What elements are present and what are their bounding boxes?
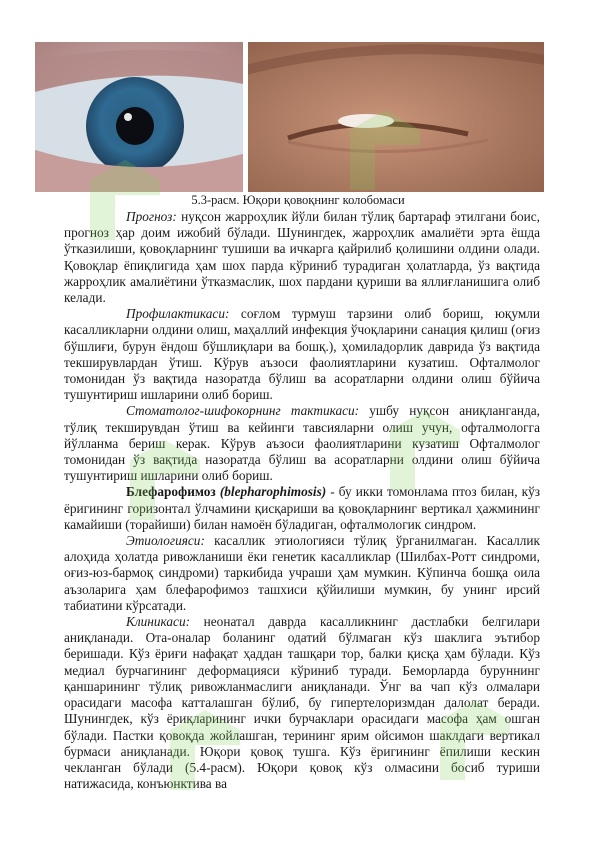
paragraph-etiology bbox=[64, 533, 540, 614]
figure-caption: 5.3-расм. Юқори қовоқнинг колобомаси bbox=[191, 193, 405, 207]
paragraph-lead: Прогноз: bbox=[126, 209, 177, 224]
paragraph-clinic bbox=[64, 614, 540, 792]
paragraph-lead: Этиологияси: bbox=[126, 533, 205, 549]
paragraph-dentist-tactics bbox=[64, 403, 540, 484]
eyelid-coloboma-photo bbox=[248, 42, 544, 192]
paragraph-lead: Стоматолог-шифокорнинг тактикаси: bbox=[126, 403, 360, 419]
paragraph-body: соғлом турмуш тарзини олиб бориш, юқумли касалликларни олдини олиш, маҳаллий инфекция ўчоқларини санация қилиш (оғиз бўшлиғи, бурун ёндош бўшлиқлари ва бошқ.), ҳомиладорлик даврида ўз вақтида текширувлардан ўтиш. Кўрув аъзоси фаолиятларини кузатиш. Офталмолог томонидан ўз вақтида назоратда бўлиш ва асоратларни олдини олиш бўйича тушунтириш ишларини олиб бориш. bbox=[64, 306, 540, 403]
paragraph-body: нуқсон жарроҳлик йўли билан тўлиқ бартараф этилгани боис, прогноз ҳар доим ижобий бўлади. Шунингдек, жарроҳлик амалиёти эрта ёшда ўтказилиши, қовоқларнинг тушиши ва ичкарга қайрилиб қолишини олдини олади. Қовоқлар ёпиқлигида ҳам шох парда кўриниб турадиган ҳолатларда, ўз вақтида жарроҳлик амалиётини ўтказмаслик, шох пардани қуриши ва яллиғланишига олиб келади. bbox=[64, 209, 540, 306]
paragraph-lead: Блефарофимоз bbox=[126, 484, 216, 500]
paragraph-body: ушбу нуқсон аниқланганда, тўлиқ текширувдан ўтиш ва кейинги тавсияларни олиш учун, офталмологга йўлланма бериш керак. Кўрув аъзоси фаолиятларини кузатиш Офталмолог томонидан ўз вақтида назоратда бўлиш ва асоратларни олдини олиш бўйича тушунтириш ишларини олиб бориш. bbox=[64, 403, 540, 484]
paragraph-prevention bbox=[64, 306, 540, 403]
paragraph-lead-latin: (blepharophimosis) bbox=[215, 484, 327, 500]
paragraph-lead: Профилактикаси: bbox=[126, 306, 230, 322]
paragraph-body: неонатал даврда касалликнинг дастлабки белгилари аниқланади. Ота-оналар боланинг одатий бўлмаган кўз шаклига эътибор беришади. Кўз ёриғи нафақат ҳаддан ташқари тор, балки қисқа ҳам бўлади. Кўз медиал бурчагининг деформацияси кўриниб туради. Беморларда буруннинг қаншарининг тўлиқ ривожланмаслиги аниқланади. Ўнг ва чап кўз олмалари орасидаги масофа катталашган бўлиб, бу гипертелоризмдан далолат беради. Шунингдек, кўз ёриқларининг ички бурчаклари орасидаги масофа ҳам ошган бўлади. Пастки қовоқда жойлашган, терининг ярим ойсимон шаклдаги вертикал бурмаси аниқланади. Юқори қовоқ тушга. Кўз ёригининг ёпилиши кескин чекланган бўлади (5.4-расм). Юқори қовоқ кўз олмасини босиб туриши натижасида, конъюнктива ва bbox=[64, 614, 540, 792]
eye-closeup-photo bbox=[35, 42, 243, 192]
figure-5-3 bbox=[35, 42, 544, 192]
paragraph-blepharophimosis bbox=[64, 484, 540, 533]
paragraph-body: касаллик этиологияси тўлиқ ўрганилмаган. Касаллик алоҳида ҳолатда ривожланиши ёки генетик касалликлар (Шилбах-Ротт синдроми, оғиз-юз-бармоқ синдроми) таркибида учраши ҳам мумкин. Кўпинча бошқа оила аъзоларига ҳам блефарофимоз ташхиси қўйилиши мумкин, бу унинг ирсий табиатини кўрсатади. bbox=[64, 533, 540, 613]
paragraph-lead: Клиникаси: bbox=[126, 614, 191, 630]
paragraph-body: - бу икки томонлама птоз билан, кўз ёригининг горизонтал ўлчамини қисқариши ва қовоқларнинг вертикал ҳажмининг камайиши (торайиши) билан намоён бўладиган, офталмологик синдром. bbox=[64, 484, 540, 532]
body-text bbox=[64, 209, 540, 792]
paragraph-prognosis bbox=[64, 209, 540, 306]
